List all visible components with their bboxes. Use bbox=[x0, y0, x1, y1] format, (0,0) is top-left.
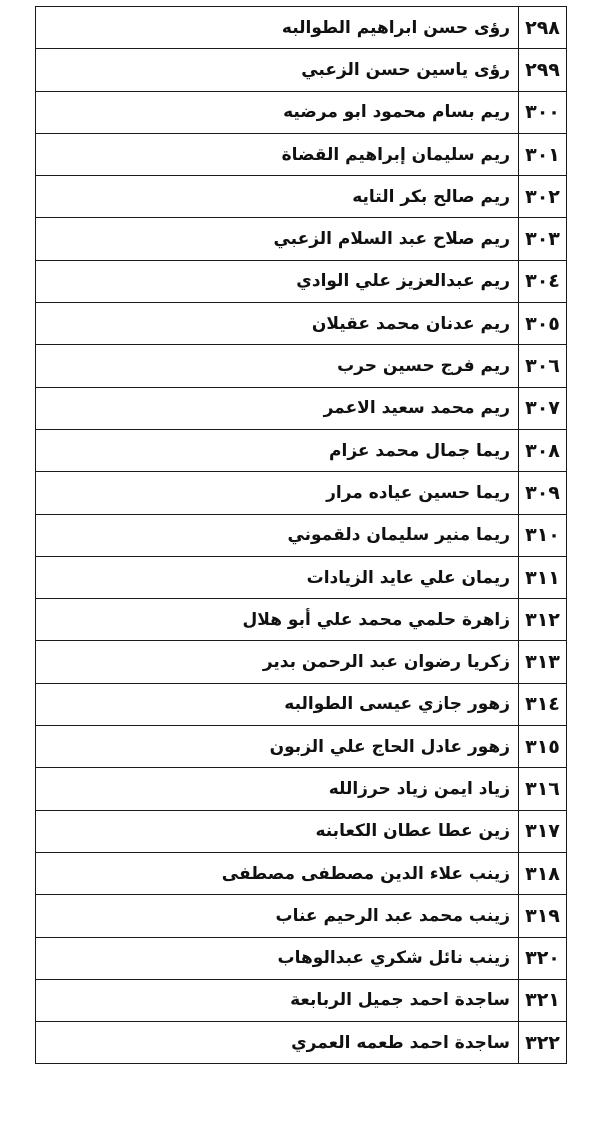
table-row bbox=[36, 91, 567, 133]
table-row bbox=[36, 810, 567, 852]
row-number: ٣١٧ bbox=[519, 810, 567, 852]
row-number: ٣٠٥ bbox=[519, 303, 567, 345]
person-name: زين عطا عطان الكعابنه bbox=[36, 810, 519, 852]
row-number: ٣٠٢ bbox=[519, 176, 567, 218]
table-row bbox=[36, 133, 567, 175]
table-row bbox=[36, 345, 567, 387]
row-number: ٣٠١ bbox=[519, 133, 567, 175]
row-number: ٣١٥ bbox=[519, 726, 567, 768]
person-name: ريما حسين عياده مرار bbox=[36, 472, 519, 514]
table-row bbox=[36, 937, 567, 979]
row-number: ٣٠٨ bbox=[519, 429, 567, 471]
person-name: ريم صالح بكر التايه bbox=[36, 176, 519, 218]
person-name: رؤى ياسين حسن الزعبي bbox=[36, 49, 519, 91]
table-row bbox=[36, 556, 567, 598]
person-name: زياد ايمن زياد حرزالله bbox=[36, 768, 519, 810]
row-number: ٣١٤ bbox=[519, 683, 567, 725]
table-row bbox=[36, 599, 567, 641]
person-name: ريم سليمان إبراهيم القضاة bbox=[36, 133, 519, 175]
table-row bbox=[36, 514, 567, 556]
row-number: ٣٠٦ bbox=[519, 345, 567, 387]
row-number: ٣١٠ bbox=[519, 514, 567, 556]
table-row bbox=[36, 49, 567, 91]
person-name: ريم بسام محمود ابو مرضيه bbox=[36, 91, 519, 133]
row-number: ٣٠٠ bbox=[519, 91, 567, 133]
person-name: زكريا رضوان عبد الرحمن بدير bbox=[36, 641, 519, 683]
table-row bbox=[36, 726, 567, 768]
person-name: زينب نائل شكري عبدالوهاب bbox=[36, 937, 519, 979]
table-row bbox=[36, 768, 567, 810]
person-name: زهور عادل الحاج علي الزبون bbox=[36, 726, 519, 768]
person-name: ريما منير سليمان دلقموني bbox=[36, 514, 519, 556]
row-number: ٢٩٩ bbox=[519, 49, 567, 91]
person-name: زينب علاء الدين مصطفى مصطفى bbox=[36, 852, 519, 894]
names-table-body bbox=[36, 7, 567, 1064]
row-number: ٣١٩ bbox=[519, 895, 567, 937]
person-name: زينب محمد عبد الرحيم عناب bbox=[36, 895, 519, 937]
row-number: ٣١٨ bbox=[519, 852, 567, 894]
table-row bbox=[36, 895, 567, 937]
table-row bbox=[36, 429, 567, 471]
table-row bbox=[36, 387, 567, 429]
table-row bbox=[36, 472, 567, 514]
person-name: زاهرة حلمي محمد علي أبو هلال bbox=[36, 599, 519, 641]
row-number: ٣١٢ bbox=[519, 599, 567, 641]
table-row bbox=[36, 218, 567, 260]
row-number: ٣٠٩ bbox=[519, 472, 567, 514]
person-name: ريمان علي عايد الزيادات bbox=[36, 556, 519, 598]
row-number: ٢٩٨ bbox=[519, 7, 567, 49]
names-table bbox=[35, 6, 567, 1064]
table-row bbox=[36, 7, 567, 49]
person-name: ريم صلاح عبد السلام الزعبي bbox=[36, 218, 519, 260]
table-row bbox=[36, 1022, 567, 1064]
table-row bbox=[36, 260, 567, 302]
row-number: ٣١٣ bbox=[519, 641, 567, 683]
person-name: رؤى حسن ابراهيم الطوالبه bbox=[36, 7, 519, 49]
person-name: ريم محمد سعيد الاعمر bbox=[36, 387, 519, 429]
row-number: ٣١١ bbox=[519, 556, 567, 598]
table-row bbox=[36, 852, 567, 894]
row-number: ٣٠٧ bbox=[519, 387, 567, 429]
table-row bbox=[36, 176, 567, 218]
row-number: ٣٢١ bbox=[519, 979, 567, 1021]
person-name: زهور جازي عيسى الطوالبه bbox=[36, 683, 519, 725]
row-number: ٣٠٣ bbox=[519, 218, 567, 260]
person-name: ريم فرج حسين حرب bbox=[36, 345, 519, 387]
person-name: ساجدة احمد طعمه العمري bbox=[36, 1022, 519, 1064]
row-number: ٣٢٠ bbox=[519, 937, 567, 979]
table-row bbox=[36, 683, 567, 725]
row-number: ٣٢٢ bbox=[519, 1022, 567, 1064]
row-number: ٣٠٤ bbox=[519, 260, 567, 302]
table-row bbox=[36, 979, 567, 1021]
person-name: ريما جمال محمد عزام bbox=[36, 429, 519, 471]
person-name: ساجدة احمد جميل الربابعة bbox=[36, 979, 519, 1021]
person-name: ريم عدنان محمد عقيلان bbox=[36, 303, 519, 345]
person-name: ريم عبدالعزيز علي الوادي bbox=[36, 260, 519, 302]
table-row bbox=[36, 641, 567, 683]
row-number: ٣١٦ bbox=[519, 768, 567, 810]
table-row bbox=[36, 303, 567, 345]
